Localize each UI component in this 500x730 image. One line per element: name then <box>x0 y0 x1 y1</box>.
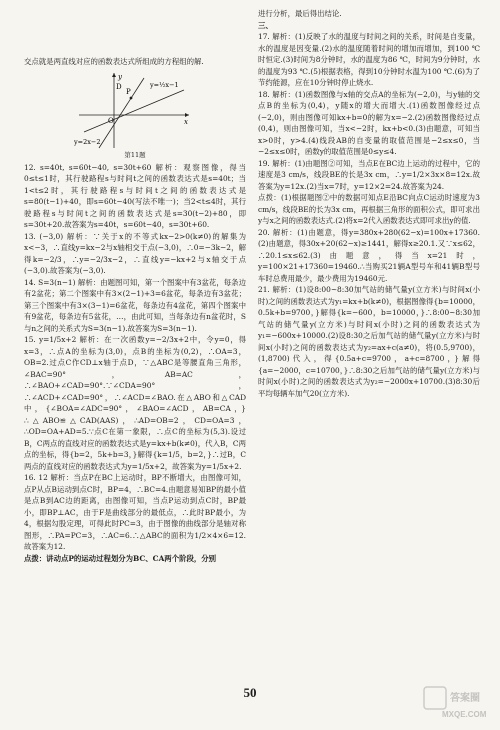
label-y: y <box>118 72 122 81</box>
intro-text: 交点就是两直线对应的函数表达式所组成的方程组的解. <box>24 57 204 66</box>
label-d: D <box>116 82 122 91</box>
point-p <box>130 96 133 99</box>
graph-figure <box>74 70 194 150</box>
watermark-box <box>424 687 446 709</box>
right-column <box>258 8 480 690</box>
left-column <box>24 56 246 690</box>
section-heading: 三、 <box>258 20 273 30</box>
figure-caption: 第11题 <box>124 150 146 159</box>
question-13: 13. (−3,0) 解析：∵关于x的不等式kx−2>0(k≠0)的解集为x<−3，∴直线y=kx−2与x轴相交于点(−3,0)，∴0=−3k−2，解得k=−2/3，∴y=−2/3x−2，∴直线y=−kx+2与x轴交于点(−3,0).故答案为(−3,0). <box>24 231 246 275</box>
continued-text: 进行分析，最后得出结论. <box>258 9 342 18</box>
question-19: 19. 解析：(1)由题图②可知，当点E在BC边上运动的过程中，它的速度是3 cm/s，线段BE的长是3x cm，∴y=1/2×3x×8=12x.故答案为y=12x.(2)当x=7时，y=12×2=24.故答案为24. <box>258 158 480 191</box>
question-12: 12. s=40t, s=60t−40, s=30t+60 解析：观察图像，得当0≤t≤1时，其行驶路程s与时间t之间的函数表达式是s=40t；当1<t≤2时，其行驶路程s与时间t之间的函数表达式是s=80(t−1)+40，即s=60t−40(写法不唯一)；当2<t≤4时，其行驶路程s与时间t之间的函数表达式是s=30(t−2)+80，即s=30t+20.故答案为s=40t，s=60t−40，s=30t+60. <box>24 162 246 229</box>
figure-11 <box>24 70 246 160</box>
question-15: 15. y=1/5x+2 解析：在一次函数y=−2/3x+2中，令y=0，得x=3，∴点A的坐标为(3,0)，点B的坐标为(0,2)，∴OA=3，OB=2.过点C作CD⊥x轴于点D，∵△ABC是等腰直角三角形，∠BAC=90°，AB=AC，∴∠BAO+∠CAD=90°.∵∠CDA=90°，∴∠ACD+∠CAD=90°，∴∠ACD=∠BAO.在△ABO和△CAD中，{∠BOA=∠ADC=90°，∠BAO=∠ACD，AB=CA，}∴△ABO≌△CAD(AAS)，∴AD=OB=2，CD=OA=3，∴OD=OA+AD=5.∵点C在第一象限，∴点C的坐标为(5,3).设过B，C两点的直线对应的函数表达式是y=kx+b(k≠0)，代入B，C两点的坐标，得{b=2，5k+b=3，}解得{k=1/5，b=2，}∴过B，C两点的直线对应的函数表达式为y=1/5x+2，故答案为y=1/5x+2. <box>24 335 246 471</box>
label-line2: y=2x−2 <box>74 137 101 146</box>
line-half-x <box>84 87 184 132</box>
label-x: x <box>184 117 188 126</box>
question-18: 18. 解析：(1)函数图像与x轴的交点A的坐标为(−2,0)，与y轴的交点B的坐标为(0,4)，y随x的增大而增大.(1)函数图像经过点(−2,0)，则由图像可知kx+b=0的解为x=−2.(2)函数图像经过点(0,4)，则由图像可知，当x<−2时，kx+b<0.(3)由题意，可知当x>0时，y>4.(4)线段AB的自变量的取值范围是−2≤x≤0，当−2≤x≤0时，函数y的取值范围是0≤y≤4. <box>258 89 480 156</box>
watermark-text: 答案圈 <box>450 693 480 704</box>
question-17: 17. 解析：(1)反映了水的温度与时间之间的关系，时间是自变量，水的温度是因变量.(2)水的温度随着时间的增加而增加，到100 ℃时恒定.(3)时间为8分钟时，水的温度为86 ℃，时间为9分钟时，水的温度为93 ℃.(5)根据表格，得到10分钟时水温为100 ℃.(6)为了节约能源，应在10分钟时停止烧水. <box>258 32 480 87</box>
label-o: O <box>108 116 114 125</box>
x-arrow <box>185 113 189 117</box>
label-line1: y=½x−1 <box>150 80 179 89</box>
y-arrow <box>112 73 116 77</box>
tip-16: 点拨：讲动点P的运动过程划分为BC、CA两个阶段，分别 <box>24 553 217 563</box>
question-14: 14. S=3(n−1) 解析：由题图可知，第一个图案中有3盆花，每条边有2盆花；第二个图案中有3×(2−1)+3=6盆花，每条边有3盆花；第三个图案中有3×(3−1)=6盆花，每条边有4盆花，第四个图案中有9盆花，每条边有5盆花，…，由此可知，当每条边有n盆花时，S与n之间的关系式为S=3(n−1).故答案为S=3(n−1). <box>24 277 246 333</box>
page-number: 50 <box>243 685 257 700</box>
question-20: 20. 解析：(1)由题意，得y=380x+280(62−x)=100x+17360.(2)由题意，得30x+20(62−x)≥1441，解得x≥20.1.又∵x≤62，∴20.1≤x≤62.(3)由题意，得当x=21时，y=100×21+17360=19460.∴当购买21辆A型号车和41辆B型号车时总费用最少，最少费用为19460元. <box>258 227 480 283</box>
svg-text:MXQE.COM: MXQE.COM <box>442 710 487 719</box>
label-p: P <box>126 87 131 96</box>
question-21: 21. 解析：(1)设8:00~8:30加气站的储气量y(立方米)与时间x(小时)之间的函数表达式为y₁=kx+b(k≠0)，根据图像得{b=10000，0.5k+b=9700，}解得{k=−600，b=10000，}∴8:00~8:30加气站的储气量y(立方米)与时间x(小时)之间的函数表达式为y₁=−600x+10000.(2)设8:30之后加气站的储气量y(立方米)与时间x(小时)之间的函数表达式为y₂=ax+c(a≠0)，将(0.5,9700)，(1,8700)代入，得{0.5a+c=9700，a+c=8700，}解得{a=−2000，c=10700，}∴8:30之后加气站的储气量y(立方米)与时间x(小时)之间的函数表达式为y₂=−2000x+10700.(3)8:30后平均每辆车加气20(立方米). <box>258 285 480 398</box>
watermark-logo <box>422 683 492 723</box>
question-16: 16. 12 解析：当点P在BC上运动时，BP不断增大，由图像可知，点P从点B运动到点C时，BP=4，∴BC=4.由题意易知BP的最小值是点B到AC边的距离，由图像可知，当点P运动到点C时，BP最小，即BP⊥AC，由于F是曲线部分的最低点，∴此时BP最小，为4，根据勾股定理，可得此时PC=3，由于图像的曲线部分是轴对称图形，∴PA=PC=3，∴AC=6.∴△ABC的面积为1/2×4×6=12.故答案为12. <box>24 473 246 551</box>
tip-19: 点拨：(1)根据题图②中的数据可知点E沿BC向点C运动时速度为3 cm/s，线段BE的长为3x cm，再根据三角形的面积公式，即可求出y与x之间的函数表达式.(2)将x=2代入函数表达式即可求出y的值. <box>258 193 480 225</box>
